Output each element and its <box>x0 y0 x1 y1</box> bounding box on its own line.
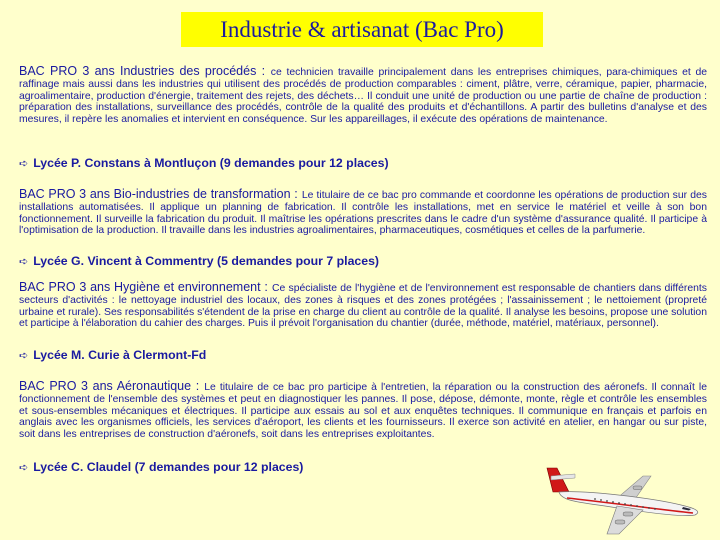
page-title: Industrie & artisanat (Bac Pro) <box>220 16 504 42</box>
section-bio-industries <box>19 189 707 237</box>
school-line <box>19 156 389 170</box>
school-name: Lycée G. Vincent à Commentry (5 demandes pour 7 places) <box>33 254 380 268</box>
section-heading: BAC PRO 3 ans Bio-industries de transformation : <box>19 187 298 201</box>
section-heading: BAC PRO 3 ans Hygiène et environnement : <box>19 280 268 294</box>
arrow-icon: ➪ <box>19 158 29 170</box>
title-box <box>181 12 543 47</box>
section-hygiene-environnement <box>19 282 707 330</box>
school-line <box>19 254 379 268</box>
section-aeronautique <box>19 381 707 441</box>
arrow-icon: ➪ <box>19 350 29 362</box>
airplane-icon <box>545 462 705 540</box>
section-heading: BAC PRO 3 ans Aéronautique : <box>19 379 200 393</box>
school-name: Lycée C. Claudel (7 demandes pour 12 places) <box>33 460 304 474</box>
school-line <box>19 348 206 362</box>
school-name: Lycée M. Curie à Clermont-Fd <box>33 348 207 362</box>
arrow-icon: ➪ <box>19 462 29 474</box>
arrow-icon: ➪ <box>19 256 29 268</box>
section-text: Le titulaire de ce bac pro commande et coordonne les opérations de production sur des installations automatisées. Il applique un planning de fabrication. Il contrôle les installations, met en service le matériel et veille à son bon fonctionnement. Il surveille la fabrication du produit. Il maîtrise les opérations prescrites dans le cadre d'un système d'assurance qualité. Il participe à l'optimisation de la production. Il travaille dans les industries agroalimentaires, pharmaceutiques, cosmétiques et celles de la parfumerie. <box>19 190 707 237</box>
section-text: Le titulaire de ce bac pro participe à l'entretien, la réparation ou la construction des aéronefs. Il connaît le fonctionnement de l'ensemble des systèmes et peut en diagnostiquer les pannes. Il pose, dépose, démonte, monte, règle et contrôle les ensembles et sous-ensembles mécaniques et électriques. Il participe aux essais au sol et aux enquêtes techniques. Il communique en français et parfois en anglais avec les organismes officiels, les services d'aéroport, les clients et les fournisseurs. Il exerce son activité en atelier, en hangar ou sur piste, soit dans les entreprises de construction d'aéronefs, soit dans les entreprises exploitantes. <box>19 382 707 441</box>
section-text: Ce spécialiste de l'hygiène et de l'environnement est responsable de chantiers dans différents secteurs d'activités : le nettoyage industriel des locaux, des zones à risques et des zones protégées ; l'assainissement ; le nettoiement (propreté urbaine et rurale). Ses responsabilités s'étendent de la prise en charge du client au contrôle de la qualité. Il analyse les besoins, propose une solution et participe à l'élaboration du cahier des charges. Puis il prévoit l'organisation du chantier (durée, méthode, matériel, matériaux, personnel). <box>19 283 707 330</box>
section-industries-procedes <box>19 66 707 126</box>
section-heading: BAC PRO 3 ans Industries des procédés : <box>19 64 266 78</box>
section-text: ce technicien travaille principalement dans les entreprises chimiques, para-chimiques et de raffinage mais aussi dans les industries qui utilisent des procédés de production comparables : ciment, plâtre, verre, céramique, papier, pharmacie, agroalimentaire, production d'énergie, traitement des rejets, des déchets… Il conduit une unité de production ou une partie de chaîne de production : préparation des installations, surveillance des procédés, contrôle de la qualité des produits et d'échantillons. A partir des bulletins d'analyse et des mesures, il repère les anomalies et intervient en conséquence. Sur les appareillages, il exécute des opérations de maintenance. <box>19 67 707 126</box>
school-name: Lycée P. Constans à Montluçon (9 demandes pour 12 places) <box>33 156 389 170</box>
school-line <box>19 460 303 474</box>
